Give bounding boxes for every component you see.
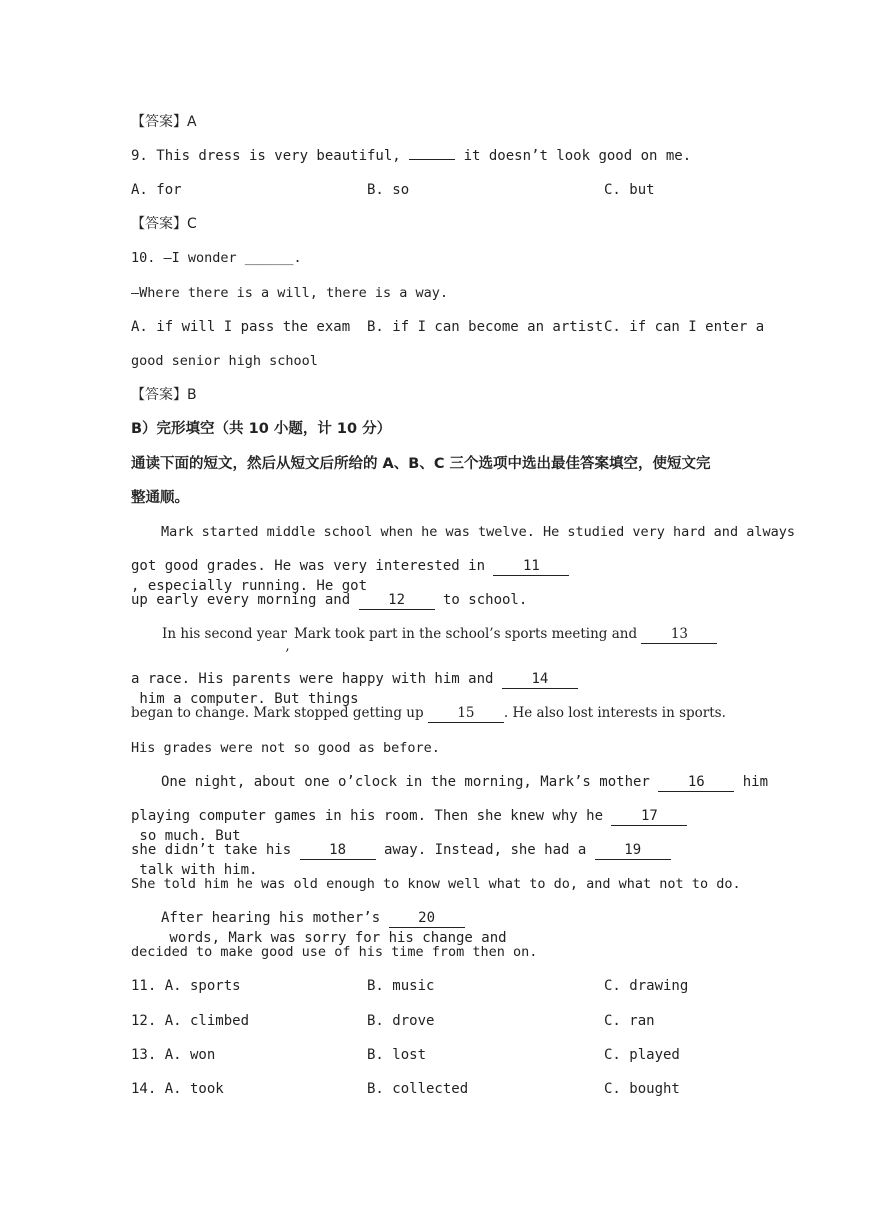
- blank-16: 16: [658, 774, 734, 792]
- blank-12: 12: [359, 592, 435, 610]
- passage-text: After hearing his mother’s: [161, 910, 389, 926]
- blank-20: 20: [389, 910, 465, 928]
- passage-line: His grades were not so good as before.: [131, 740, 440, 756]
- q9-stem-after: it doesn’t look good on me.: [455, 148, 692, 164]
- option-a: 13. A. won: [131, 1047, 216, 1063]
- passage-text: to school.: [434, 592, 528, 608]
- option-a: 14. A. took: [131, 1081, 224, 1097]
- option-b: B. music: [367, 978, 435, 994]
- passage-text: up early every morning and: [131, 592, 359, 608]
- passage-line: She told him he was old enough to know well what to do, and what not to do.: [131, 876, 741, 892]
- q10-option-c-continued: good senior high school: [131, 353, 318, 369]
- passage-text: so much. But: [131, 828, 241, 844]
- passage-text: , especially running. He got: [131, 578, 368, 594]
- passage-line: decided to make good use of his time from then on.: [131, 944, 538, 960]
- option-c: C. bought: [604, 1081, 680, 1097]
- q10-options: [131, 317, 765, 337]
- options-row: [131, 976, 751, 996]
- section-title: B）完形填空（共 10 小题，计 10 分）: [131, 421, 392, 437]
- options-row: [131, 1079, 751, 1099]
- blank-17: 17: [611, 808, 687, 826]
- q10-reply: —Where there is a will, there is a way.: [131, 285, 448, 301]
- q9-option-b: B. so: [367, 182, 410, 198]
- q9-option-a: A. for: [131, 182, 182, 198]
- passage-text: away. Instead, she had a: [375, 842, 595, 858]
- answer-9: 【答案】C: [131, 216, 197, 232]
- passage-line: [131, 669, 751, 707]
- passage-line: [131, 840, 751, 878]
- option-c: C. ran: [604, 1013, 655, 1029]
- q10-option-c: C. if can I enter a: [604, 319, 765, 335]
- passage-text: she didn’t take his: [131, 842, 300, 858]
- passage-text: got good grades. He was very interested in: [131, 558, 494, 574]
- passage-text: . He also lost interests in sports.: [503, 705, 726, 721]
- option-b: B. collected: [367, 1081, 469, 1097]
- passage-text: talk with him.: [131, 862, 258, 878]
- options-row: [131, 1011, 751, 1031]
- passage-text: him: [734, 774, 769, 790]
- option-b: B. lost: [367, 1047, 427, 1063]
- q10-option-a: A. if will I pass the exam: [131, 319, 351, 335]
- option-a: 12. A. climbed: [131, 1013, 250, 1029]
- passage-text: One night, about one o’clock in the morning, Mark’s mother: [161, 774, 659, 790]
- q9-blank: [409, 159, 455, 160]
- q9-stem-before: 9. This dress is very beautiful,: [131, 148, 410, 164]
- passage-text: a race. His parents were happy with him and: [131, 671, 502, 687]
- q9-option-c: C. but: [604, 182, 655, 198]
- passage-text: In his second year: [162, 626, 286, 642]
- q10-option-b: B. if I can become an artist: [367, 319, 604, 335]
- passage-text: him a computer. But things: [131, 691, 359, 707]
- passage-line: [131, 703, 751, 723]
- passage-comma: ,: [285, 638, 290, 654]
- passage-line: [161, 908, 781, 946]
- passage-line: Mark started middle school when he was twelve. He studied very hard and always: [161, 524, 795, 540]
- question-9: [131, 146, 751, 166]
- blank-18: 18: [300, 842, 376, 860]
- blank-11: 11: [493, 558, 569, 576]
- answer-10: 【答案】B: [131, 387, 197, 403]
- section-instruction: 通读下面的短文，然后从短文后所给的 A、B、C 三个选项中选出最佳答案填空，使短文完: [131, 456, 711, 472]
- answer-8: 【答案】A: [131, 114, 197, 130]
- option-c: C. drawing: [604, 978, 689, 994]
- passage-line: [162, 624, 782, 654]
- q10-stem: 10. —I wonder ______.: [131, 250, 302, 266]
- blank-15: 15: [428, 705, 504, 723]
- blank-19: 19: [595, 842, 671, 860]
- passage-line: [131, 806, 751, 844]
- option-c: C. played: [604, 1047, 680, 1063]
- passage-text: playing computer games in his room. Then she knew why he: [131, 808, 612, 824]
- section-instruction-cont: 整通顺。: [131, 490, 189, 506]
- options-row: [131, 1045, 751, 1065]
- passage-text: began to change. Mark stopped getting up: [131, 705, 428, 721]
- passage-text: Mark took part in the school’s sports meeting and: [289, 626, 642, 642]
- option-a: 11. A. sports: [131, 978, 241, 994]
- passage-line: [161, 772, 781, 792]
- passage-text: words, Mark was sorry for his change and: [161, 930, 507, 946]
- blank-13: 13: [641, 626, 717, 644]
- blank-14: 14: [502, 671, 578, 689]
- q9-options: [131, 180, 751, 200]
- passage-line: [131, 590, 751, 610]
- option-b: B. drove: [367, 1013, 435, 1029]
- passage-line: [131, 556, 751, 594]
